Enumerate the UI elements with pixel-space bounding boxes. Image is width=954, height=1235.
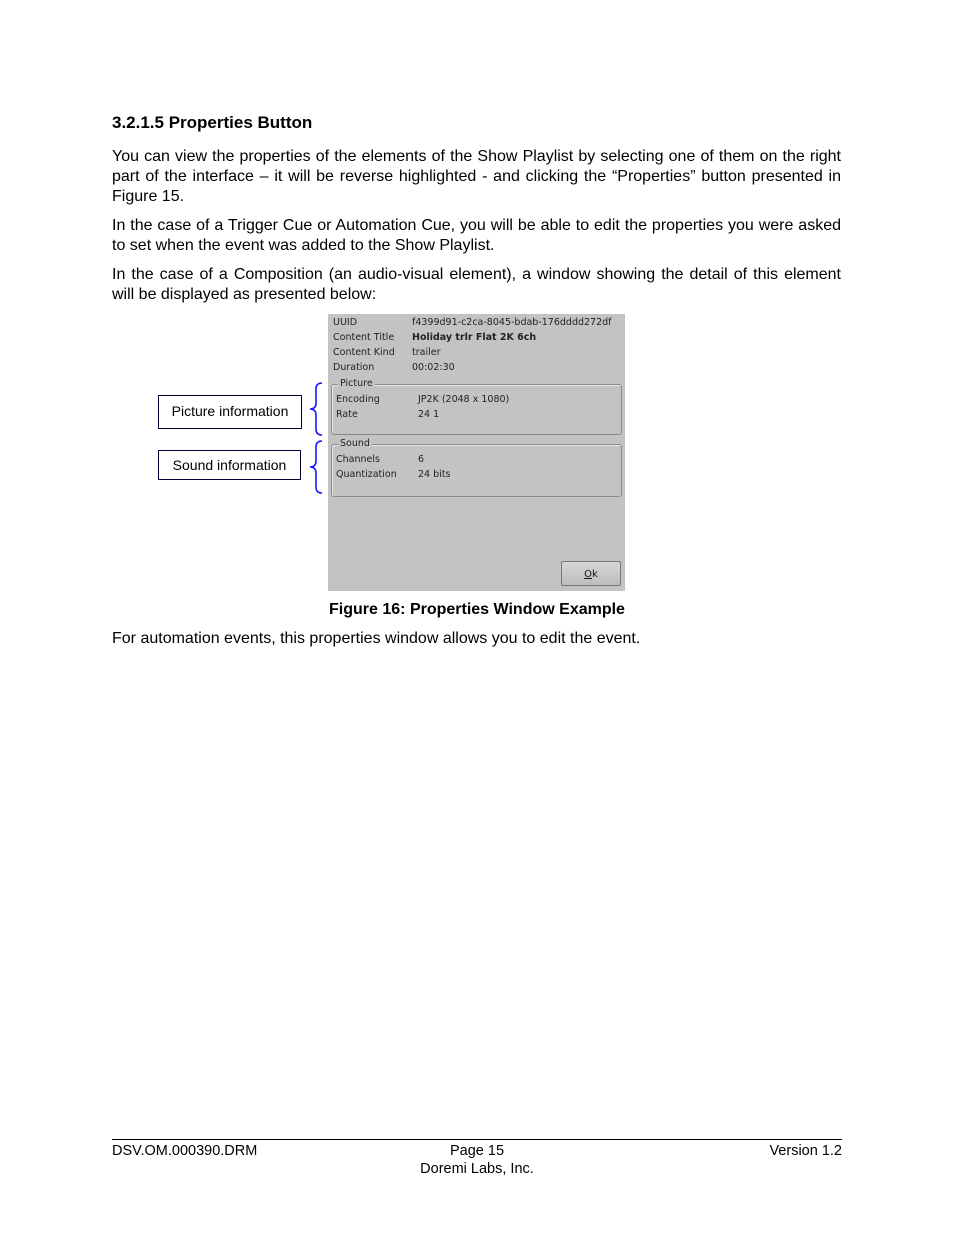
ok-label-rest: k (592, 569, 598, 580)
sound-group (331, 438, 622, 497)
footer-divider (112, 1139, 842, 1140)
sound-group-title: Sound (340, 438, 370, 449)
picture-information-callout (158, 395, 302, 429)
footer-page-number: Page 15 (449, 1143, 505, 1159)
picture-group (331, 378, 622, 435)
content-kind-value: trailer (412, 347, 441, 358)
encoding-label: Encoding (336, 394, 380, 405)
footer-company: Doremi Labs, Inc. (420, 1161, 534, 1177)
uuid-value: f4399d91-c2ca-8045-bdab-176dddd272df (412, 317, 612, 328)
picture-brace-icon (304, 381, 326, 437)
sound-information-label: Sound information (172, 457, 287, 473)
sound-brace-icon (304, 439, 326, 495)
content-title-label: Content Title (333, 332, 395, 343)
properties-window (328, 314, 625, 591)
encoding-value: JP2K (2048 x 1080) (418, 394, 510, 405)
channels-value: 6 (418, 454, 425, 465)
content-title-value: Holiday trlr Flat 2K 6ch (412, 332, 537, 343)
footer-doc-id: DSV.OM.000390.DRM (112, 1143, 258, 1159)
section-heading: 3.2.1.5 Properties Button (112, 113, 313, 132)
picture-information-label: Picture information (171, 403, 289, 419)
uuid-label: UUID (333, 317, 358, 328)
paragraph-composition: In the case of a Composition (an audio-visual element), a window showing the detail of this element will be displayed as presented below: (112, 266, 841, 303)
figure-caption: Figure 16: Properties Window Example (329, 601, 625, 618)
footer-version: Version 1.2 (769, 1143, 842, 1159)
rate-value: 24 1 (418, 409, 440, 420)
paragraph-trigger-cue: In the case of a Trigger Cue or Automation Cue, you will be able to edit the properties you were asked to set when the event was added to the Show Playlist. (112, 217, 841, 254)
duration-value: 00:02:30 (412, 362, 455, 373)
quantization-value: 24 bits (418, 469, 451, 480)
duration-label: Duration (333, 362, 375, 373)
sound-information-callout (158, 450, 301, 480)
channels-label: Channels (336, 454, 380, 465)
quantization-label: Quantization (336, 469, 397, 480)
paragraph-properties-intro: You can view the properties of the elements of the Show Playlist by selecting one of them on the right part of the interface – it will be reverse highlighted - and clicking the “Properties” button presented in Figure 15. (112, 148, 841, 205)
ok-mnemonic: O (584, 569, 593, 580)
content-kind-label: Content Kind (333, 347, 395, 358)
paragraph-automation-events: For automation events, this properties window allows you to edit the event. (112, 630, 641, 647)
picture-group-title: Picture (340, 378, 373, 389)
rate-label: Rate (336, 409, 358, 420)
ok-button[interactable] (561, 561, 621, 586)
